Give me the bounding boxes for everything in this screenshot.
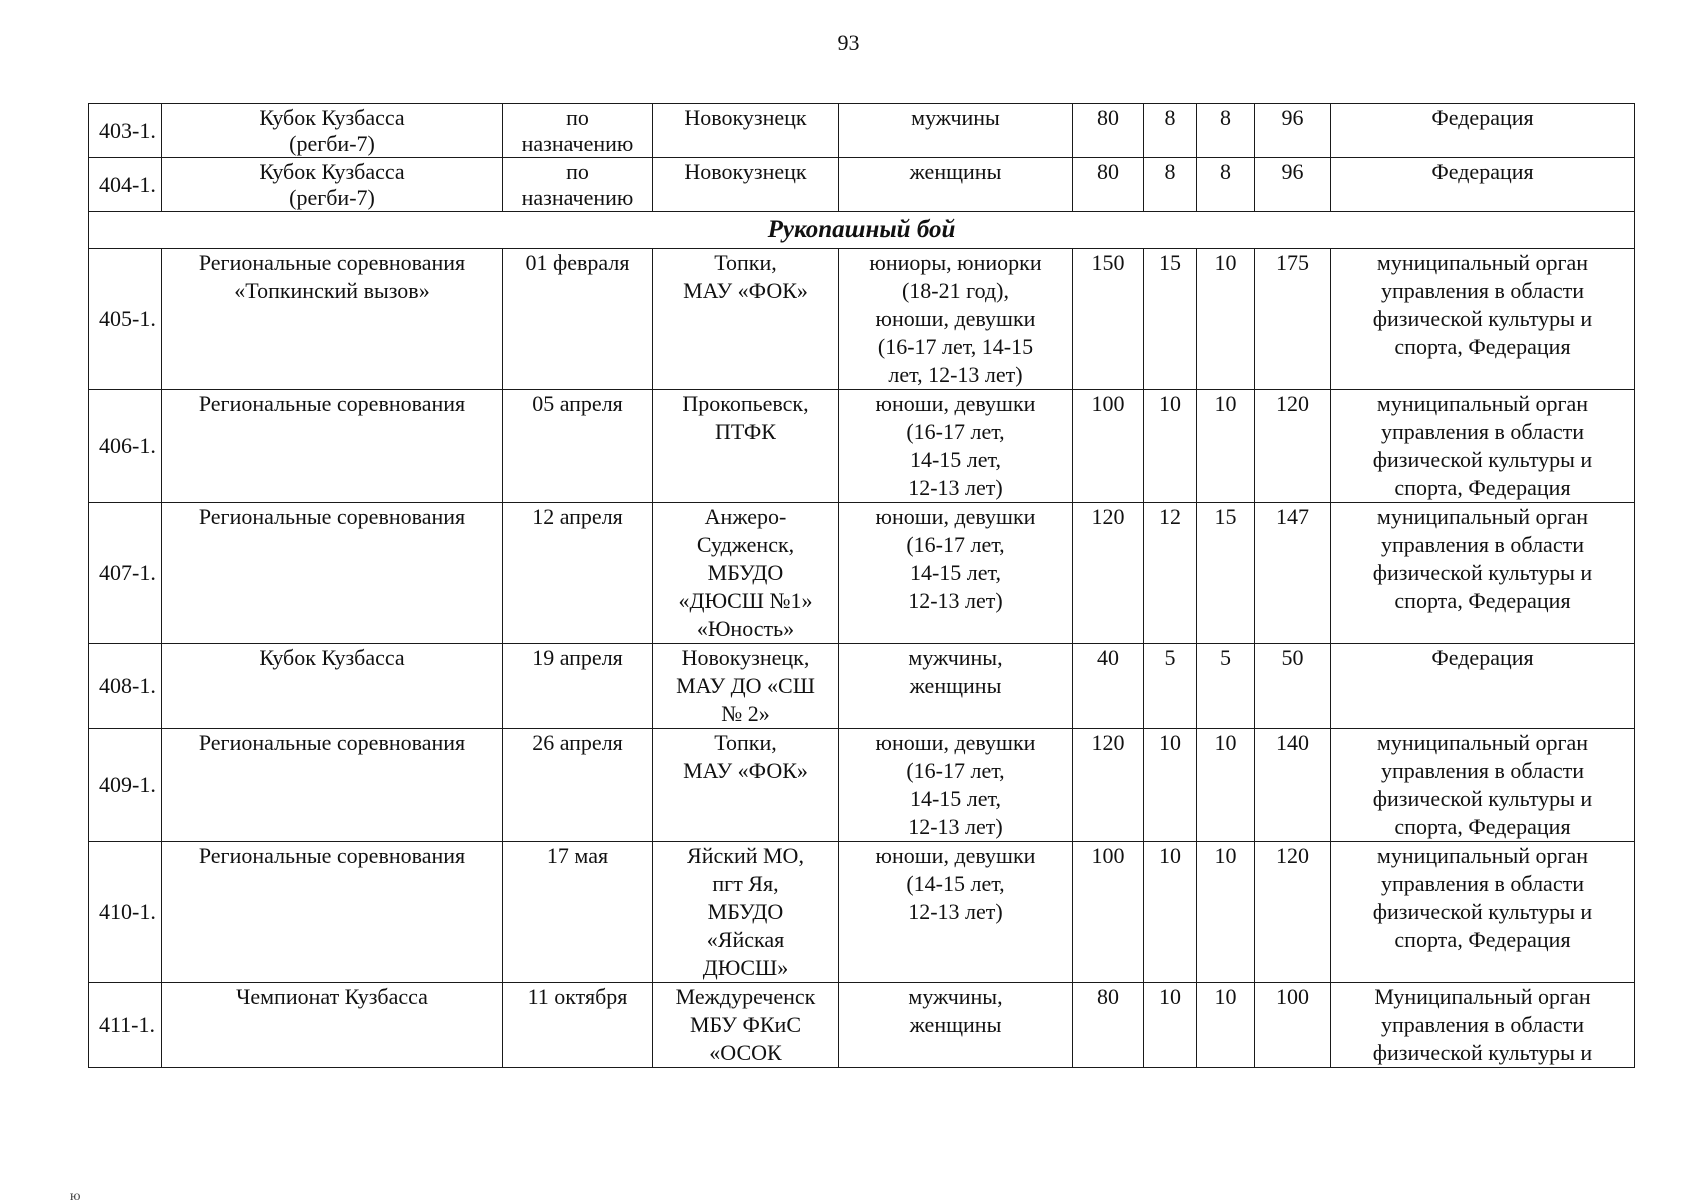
event-place-cell: Яйский МО, пгт Яя, МБУДО «Яйская ДЮСШ» [653,842,839,983]
judges-count-cell: 5 [1197,644,1255,729]
coaches-count-cell: 10 [1144,842,1197,983]
coaches-count-cell: 12 [1144,503,1197,644]
participants-cell: мужчины [839,104,1073,158]
table-row [89,729,1635,842]
event-name-cell: Кубок Кузбасса (регби-7) [162,104,503,158]
organizer-cell: муниципальный орган управления в области физической культуры и спорта, Федерация [1331,503,1635,644]
participants-cell: юноши, девушки (16-17 лет, 14-15 лет, 12-13 лет) [839,729,1073,842]
table-row [89,104,1635,158]
total-count-cell: 140 [1255,729,1331,842]
total-count-cell: 50 [1255,644,1331,729]
organizer-cell: Федерация [1331,158,1635,212]
event-place-cell: Новокузнецк, МАУ ДО «СШ № 2» [653,644,839,729]
organizer-cell: муниципальный орган управления в области физической культуры и спорта, Федерация [1331,729,1635,842]
table-row [89,644,1635,729]
row-number-cell: 410-1. [89,842,162,983]
event-date-cell: 26 апреля [503,729,653,842]
event-date-cell: 01 февраля [503,249,653,390]
row-number-cell: 403-1. [89,104,162,158]
athletes-count-cell: 80 [1073,983,1144,1068]
event-place-cell: Топки, МАУ «ФОК» [653,249,839,390]
organizer-cell: муниципальный орган управления в области физической культуры и спорта, Федерация [1331,390,1635,503]
total-count-cell: 147 [1255,503,1331,644]
table-row [89,503,1635,644]
event-name-cell: Чемпионат Кузбасса [162,983,503,1068]
coaches-count-cell: 8 [1144,104,1197,158]
organizer-cell: Муниципальный орган управления в области физической культуры и [1331,983,1635,1068]
athletes-count-cell: 40 [1073,644,1144,729]
total-count-cell: 96 [1255,104,1331,158]
organizer-cell: муниципальный орган управления в области физической культуры и спорта, Федерация [1331,249,1635,390]
event-date-cell: 05 апреля [503,390,653,503]
row-number-cell: 407-1. [89,503,162,644]
athletes-count-cell: 80 [1073,158,1144,212]
page-number: 93 [837,30,860,55]
judges-count-cell: 10 [1197,842,1255,983]
event-name-cell: Кубок Кузбасса (регби-7) [162,158,503,212]
total-count-cell: 120 [1255,842,1331,983]
event-place-cell: Междуреченск МБУ ФКиС «ОСОК [653,983,839,1068]
event-name-cell: Кубок Кузбасса [162,644,503,729]
coaches-count-cell: 15 [1144,249,1197,390]
row-number-cell: 408-1. [89,644,162,729]
event-date-cell: 12 апреля [503,503,653,644]
participants-cell: юноши, девушки (16-17 лет, 14-15 лет, 12-13 лет) [839,390,1073,503]
judges-count-cell: 8 [1197,104,1255,158]
coaches-count-cell: 5 [1144,644,1197,729]
athletes-count-cell: 100 [1073,390,1144,503]
table-row [89,983,1635,1068]
event-name-cell: Региональные соревнования [162,729,503,842]
participants-cell: мужчины, женщины [839,983,1073,1068]
organizer-cell: муниципальный орган управления в области физической культуры и спорта, Федерация [1331,842,1635,983]
total-count-cell: 96 [1255,158,1331,212]
row-number-cell: 404-1. [89,158,162,212]
judges-count-cell: 10 [1197,729,1255,842]
table-row [89,390,1635,503]
participants-cell: юноши, девушки (16-17 лет, 14-15 лет, 12-13 лет) [839,503,1073,644]
event-place-cell: Анжеро- Судженск, МБУДО «ДЮСШ №1» «Юность» [653,503,839,644]
event-place-cell: Новокузнецк [653,104,839,158]
event-name-cell: Региональные соревнования [162,842,503,983]
participants-cell: женщины [839,158,1073,212]
event-name-cell: Региональные соревнования [162,503,503,644]
judges-count-cell: 10 [1197,983,1255,1068]
organizer-cell: Федерация [1331,644,1635,729]
event-date-cell: по назначению [503,158,653,212]
event-name-cell: Региональные соревнования [162,390,503,503]
judges-count-cell: 8 [1197,158,1255,212]
event-name-cell: Региональные соревнования «Топкинский вызов» [162,249,503,390]
event-place-cell: Топки, МАУ «ФОК» [653,729,839,842]
judges-count-cell: 10 [1197,390,1255,503]
judges-count-cell: 15 [1197,503,1255,644]
coaches-count-cell: 10 [1144,729,1197,842]
event-place-cell: Прокопьевск, ПТФК [653,390,839,503]
coaches-count-cell: 10 [1144,390,1197,503]
organizer-cell: Федерация [1331,104,1635,158]
coaches-count-cell: 10 [1144,983,1197,1068]
event-place-cell: Новокузнецк [653,158,839,212]
section-block [89,212,1635,249]
coaches-count-cell: 8 [1144,158,1197,212]
section-title: Рукопашный бой [89,212,1635,249]
athletes-count-cell: 120 [1073,729,1144,842]
row-number-cell: 411-1. [89,983,162,1068]
total-count-cell: 120 [1255,390,1331,503]
table-row [89,249,1635,390]
judges-count-cell: 10 [1197,249,1255,390]
row-number-cell: 406-1. [89,390,162,503]
table-row [89,842,1635,983]
table-row [89,158,1635,212]
participants-cell: мужчины, женщины [839,644,1073,729]
participants-cell: юноши, девушки (14-15 лет, 12-13 лет) [839,842,1073,983]
section-row [89,212,1635,249]
events-table [88,103,1635,1068]
event-date-cell: по назначению [503,104,653,158]
participants-cell: юниоры, юниорки (18-21 год), юноши, девушки (16-17 лет, 14-15 лет, 12-13 лет) [839,249,1073,390]
event-date-cell: 19 апреля [503,644,653,729]
rows-after [89,249,1635,1068]
athletes-count-cell: 150 [1073,249,1144,390]
row-number-cell: 409-1. [89,729,162,842]
athletes-count-cell: 120 [1073,503,1144,644]
total-count-cell: 100 [1255,983,1331,1068]
page-edge-mark: ю [70,1189,81,1204]
athletes-count-cell: 100 [1073,842,1144,983]
rows-before [89,104,1635,212]
athletes-count-cell: 80 [1073,104,1144,158]
event-date-cell: 11 октября [503,983,653,1068]
row-number-cell: 405-1. [89,249,162,390]
event-date-cell: 17 мая [503,842,653,983]
total-count-cell: 175 [1255,249,1331,390]
